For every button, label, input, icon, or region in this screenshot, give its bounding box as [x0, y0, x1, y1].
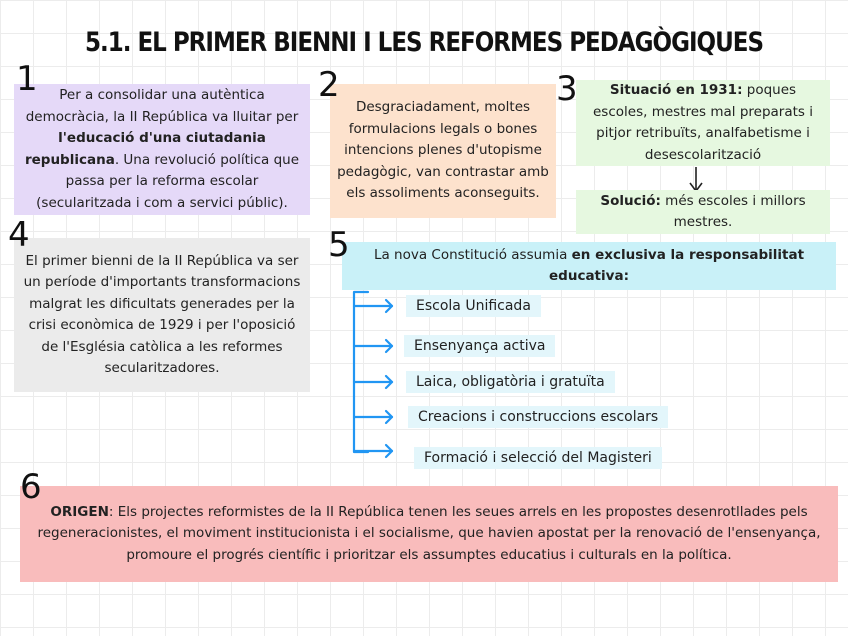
box-5-text: La nova Constitució assumia en exclusiva la responsabilitat educativa: [373, 246, 805, 284]
item-creacions: Creacions i construccions escolars [408, 406, 668, 428]
box-4-text: El primer bienni de la II República va ser un període d'importants transformacions malgrat les dificultats generades per la crisi econòmica de 1929 i per l'oposició de l'Església catòlica a les reformes secularitzadores. [23, 252, 301, 376]
number-4: 4 [8, 215, 30, 255]
number-2: 2 [318, 65, 340, 105]
number-5: 5 [328, 225, 350, 265]
box-2-contrast [330, 84, 556, 218]
item-ensenyanca-activa: Ensenyança activa [404, 335, 555, 357]
item-escola-unificada: Escola Unificada [406, 295, 541, 317]
box-4-bienni [14, 238, 310, 392]
item-laica: Laica, obligatòria i gratuïta [406, 371, 615, 393]
box-6-text: ORIGEN: Els projectes reformistes de la II República tenen les seues arrels en les propostes desenrotllades pels regeneracionistes, el moviment institucionista i el socialisme, que havien apostat per la renovació de l'ensenyança, promoure el progrés científic i prioritzar els assumptes educatius i culturals en la política. [37, 503, 821, 563]
solution-label: Solució: [600, 192, 661, 209]
number-3: 3 [556, 69, 578, 109]
number-6: 6 [20, 467, 42, 507]
number-1: 1 [16, 59, 38, 99]
situation-label: Situació en 1931: [609, 82, 743, 98]
box-5-constitution [342, 242, 836, 290]
origin-label: ORIGEN [50, 503, 109, 520]
box-3-solution-text: Solució: més escoles i millors mestres. [600, 192, 806, 230]
box-6-origin [20, 486, 838, 582]
box-2-text: Desgraciadament, moltes formulacions legals o bones intencions plenes d'utopisme pedagògic, van contrastar amb els assoliments aconseguits. [337, 99, 549, 202]
box-5-bold: en exclusiva la responsabilitat educativa [549, 246, 805, 284]
bracket-line [354, 292, 368, 452]
bracket-arrows [340, 290, 400, 460]
box-1-text: Per a consolidar una autèntica democràcia, la II República va lluitar per l'educació d'una ciutadania republicana. Una revolució política que passa per la reforma escolar (secularitzada i com a servici públic). [24, 87, 300, 211]
box-1-republican-education [14, 84, 310, 215]
page-title: 5.1. EL PRIMER BIENNI I LES REFORMES PEDAGÒGIQUES [84, 28, 764, 58]
box-3-situation-text: Situació en 1931: poques escoles, mestres mal preparats i pitjor retribuïts, analfabetisme i desescolarització [593, 82, 813, 163]
box-1-bold: l'educació d'una ciutadania republicana [24, 130, 266, 168]
box-3-solution [576, 190, 830, 234]
item-formacio: Formació i selecció del Magisteri [414, 447, 662, 469]
box-3-situation [576, 80, 830, 166]
